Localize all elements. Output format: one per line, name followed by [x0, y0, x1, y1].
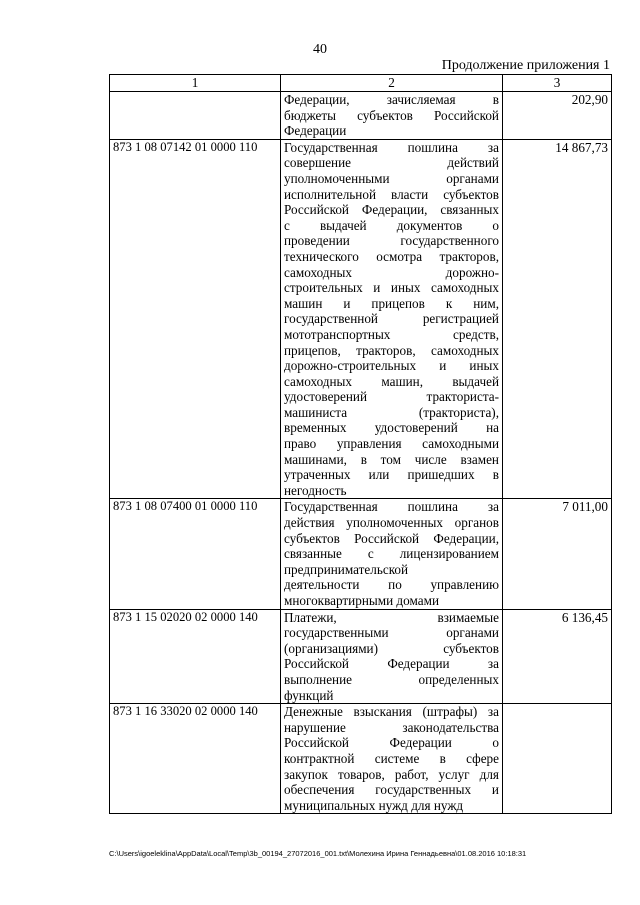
description-line: (организациями) субъектов: [284, 640, 499, 656]
description-line: с выдачей документов о: [284, 217, 499, 233]
amount-cell: 14 867,73: [503, 139, 612, 499]
amount-cell: 7 011,00: [503, 499, 612, 609]
budget-code-cell: 873 1 08 07400 01 0000 110: [110, 499, 281, 609]
page-number: 40: [313, 42, 327, 57]
description-line: деятельности по управлению: [284, 577, 499, 593]
description-line: дорожно-строительных и иных: [284, 358, 499, 374]
description-line: функций: [284, 687, 334, 703]
budget-table: [109, 74, 612, 814]
amount-cell: 202,90: [503, 92, 612, 140]
continuation-label: Продолжение приложения 1: [441, 58, 610, 73]
description-line: самоходных машин, выдачей: [284, 373, 499, 389]
table-row: [110, 609, 612, 704]
column-header-1: 1: [110, 75, 281, 92]
description-line: закупок товаров, работ, услуг для: [284, 766, 499, 782]
table-row: [110, 92, 612, 140]
description-line: машиниста (тракториста),: [284, 404, 499, 420]
description-cell: [281, 609, 503, 704]
amount-cell: [503, 704, 612, 814]
description-line: Федерации: [284, 123, 347, 139]
amount-cell: 6 136,45: [503, 609, 612, 704]
description-line: прицепов, тракторов, самоходных: [284, 342, 499, 358]
description-line: Денежные взыскания (штрафы) за: [284, 704, 499, 720]
table-body: [110, 92, 612, 814]
description-line: Федерации, зачисляемая в: [284, 92, 499, 107]
description-line: Российской Федерации, связанных: [284, 202, 499, 218]
description-line: исполнительной власти субъектов: [284, 186, 499, 202]
description-line: негодность: [284, 482, 347, 498]
description-line: машинами, в том числе взамен: [284, 451, 499, 467]
column-header-3: 3: [503, 75, 612, 92]
table-header-row: [110, 75, 612, 92]
description-line: Государственная пошлина за: [284, 499, 499, 515]
description-line: обеспечения государственных и: [284, 782, 499, 798]
description-line: предпринимательской: [284, 561, 409, 577]
description-cell: [281, 139, 503, 499]
description-cell: [281, 92, 503, 140]
budget-code-cell: 873 1 08 07142 01 0000 110: [110, 139, 281, 499]
description-line: контрактной системе в сфере: [284, 750, 499, 766]
description-line: Государственная пошлина за: [284, 139, 499, 155]
footer-file-path: C:\Users\igoeleklina\AppData\Local\Temp\3b_00194_27072016_001.txt\Молехина Ирина Геннадьевна\01.08.2016 10:18:31: [109, 849, 527, 858]
description-line: многоквартирными домами: [284, 593, 439, 608]
description-line: самоходных дорожно-: [284, 264, 499, 280]
description-line: действия уполномоченных органов: [284, 515, 499, 531]
description-line: удостоверений тракториста-: [284, 389, 499, 405]
description-line: совершение действий: [284, 155, 499, 171]
table-row: [110, 499, 612, 609]
table-row: [110, 139, 612, 499]
description-line: уполномоченными органами: [284, 170, 499, 186]
description-line: строительных и иных самоходных: [284, 280, 499, 296]
description-line: государственной регистрацией: [284, 311, 499, 327]
description-line: связанные с лицензированием: [284, 546, 499, 562]
description-line: технического осмотра тракторов,: [284, 248, 499, 264]
description-cell: [281, 499, 503, 609]
budget-code-cell: 873 1 15 02020 02 0000 140: [110, 609, 281, 704]
description-line: муниципальных нужд для нужд: [284, 797, 464, 813]
budget-code-cell: [110, 92, 281, 140]
description-line: субъектов Российской Федерации,: [284, 530, 499, 546]
description-line: право управления самоходными: [284, 436, 499, 452]
budget-code-cell: 873 1 16 33020 02 0000 140: [110, 704, 281, 814]
description-line: бюджеты субъектов Российской: [284, 107, 499, 123]
description-line: мототранспортных средств,: [284, 326, 499, 342]
description-line: машин и прицепов к ним,: [284, 295, 499, 311]
description-line: выполнение определенных: [284, 671, 499, 687]
description-line: Платежи, взимаемые: [284, 609, 499, 625]
description-line: государственными органами: [284, 625, 499, 641]
description-line: Российской Федерации за: [284, 656, 499, 672]
description-line: утраченных или пришедших в: [284, 467, 499, 483]
description-line: нарушение законодательства: [284, 719, 499, 735]
table-row: [110, 704, 612, 814]
description-cell: [281, 704, 503, 814]
description-line: проведении государственного: [284, 233, 499, 249]
description-line: Российской Федерации о: [284, 735, 499, 751]
description-line: временных удостоверений на: [284, 420, 499, 436]
column-header-2: 2: [281, 75, 503, 92]
